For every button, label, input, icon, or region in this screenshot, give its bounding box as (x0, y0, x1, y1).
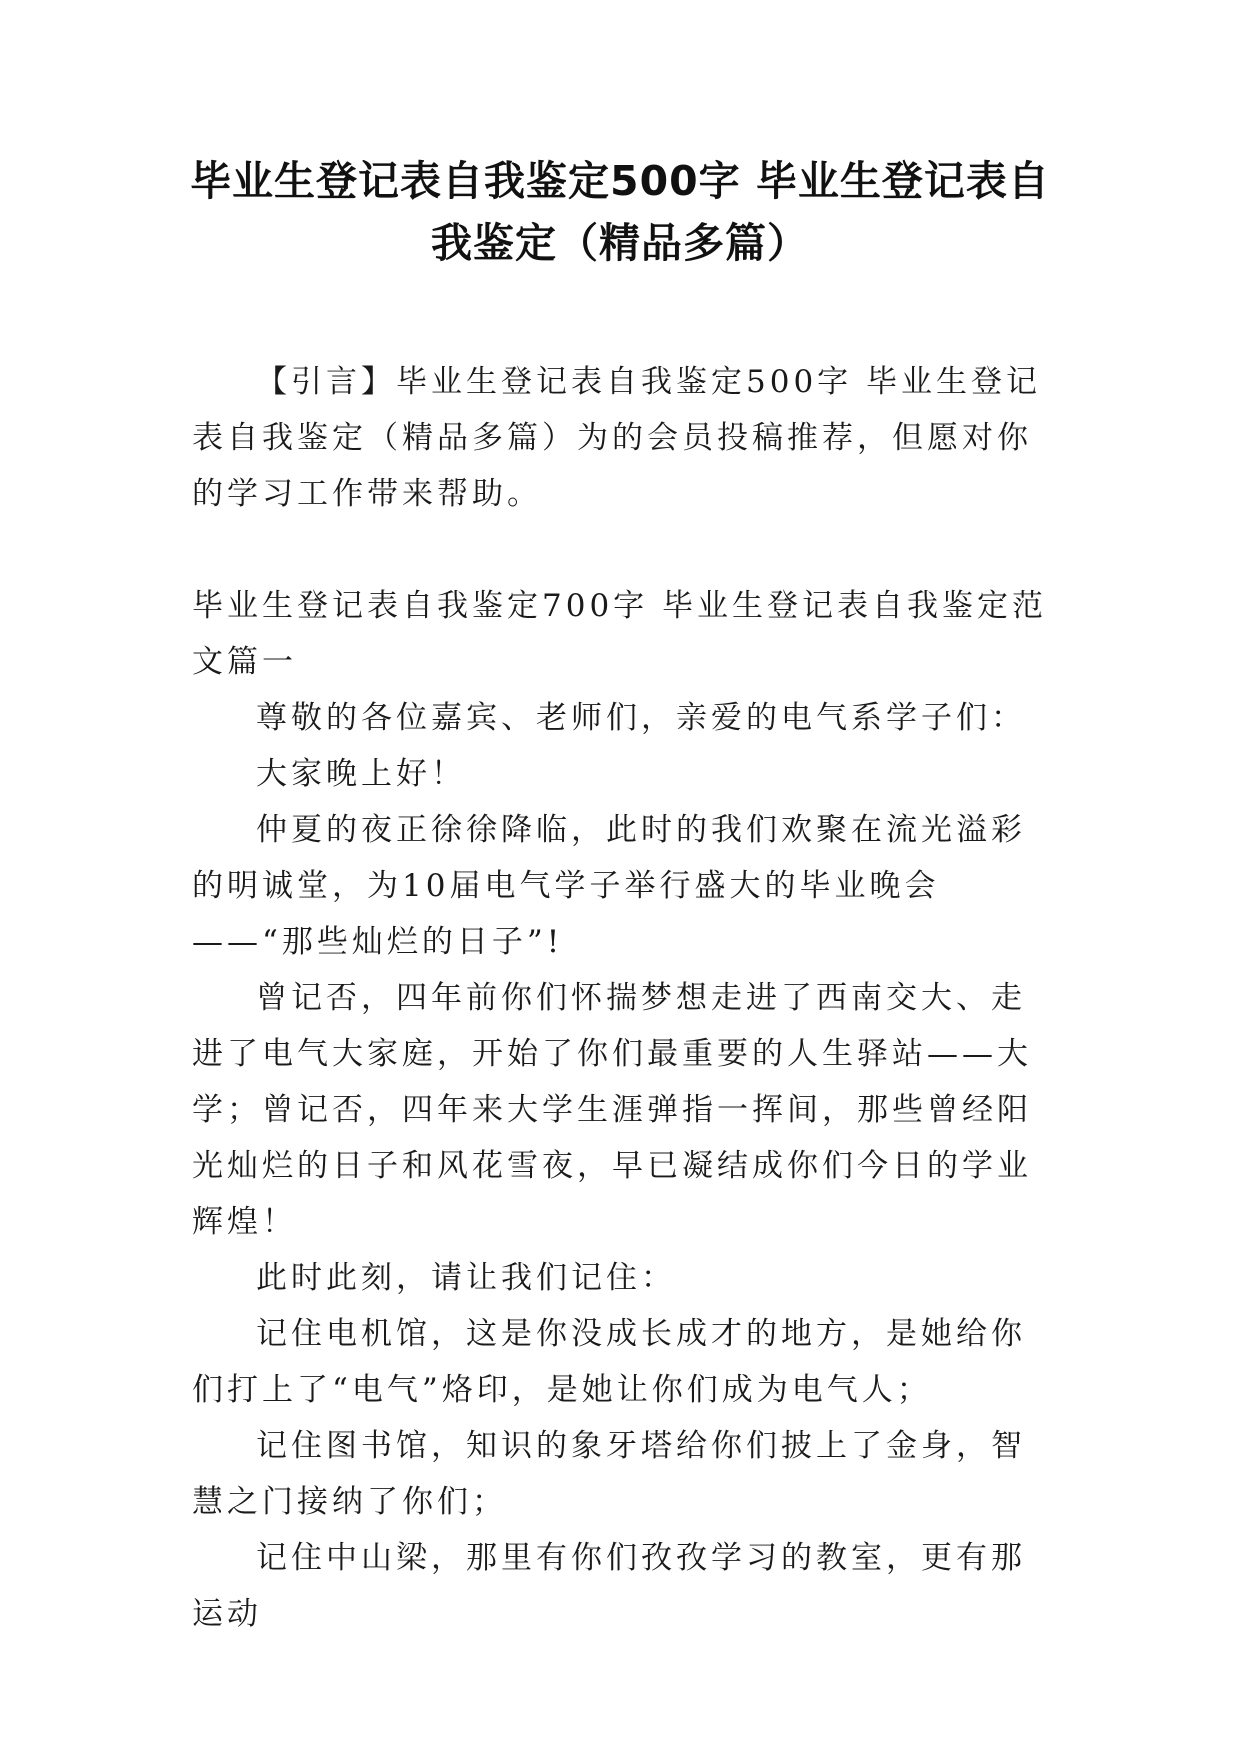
paragraph-remember-library: 记住图书馆，知识的象牙塔给你们披上了金身，智慧之门接纳了你们； (192, 1428, 1026, 1520)
intro-paragraph: 【引言】毕业生登记表自我鉴定500字 毕业生登记表自我鉴定（精品多篇）为的会员投稿推荐，但愿对你的学习工作带来帮助。 (192, 364, 1042, 512)
document-body (192, 354, 1048, 1642)
paragraph-remember-intro: 此时此刻，请让我们记住： (256, 1260, 676, 1296)
paragraph-opening: 仲夏的夜正徐徐降临，此时的我们欢聚在流光溢彩的明诚堂，为10届电气学子举行盛大的毕业晚会——“那些灿烂的日子”! (192, 812, 1026, 960)
section-heading: 毕业生登记表自我鉴定700字 毕业生登记表自我鉴定范文篇一 (192, 588, 1048, 680)
paragraph-salutation: 尊敬的各位嘉宾、老师们，亲爱的电气系学子们： (256, 700, 1026, 736)
document-title: 毕业生登记表自我鉴定500字 毕业生登记表自我鉴定（精品多篇） (190, 157, 1050, 267)
paragraph-remember-zhongshan: 记住中山梁，那里有你们孜孜学习的教室，更有那运动 (192, 1540, 1026, 1632)
paragraph-remember-electrical-hall: 记住电机馆，这是你没成长成才的地方，是她给你们打上了“电气”烙印，是她让你们成为电气人； (192, 1316, 1026, 1408)
paragraph-greeting: 大家晚上好！ (256, 756, 466, 792)
paragraph-memories: 曾记否，四年前你们怀揣梦想走进了西南交大、走进了电气大家庭，开始了你们最重要的人生驿站——大学；曾记否，四年来大学生涯弹指一挥间，那些曾经阳光灿烂的日子和风花雪夜，早已凝结成你们今日的学业辉煌！ (192, 980, 1032, 1240)
